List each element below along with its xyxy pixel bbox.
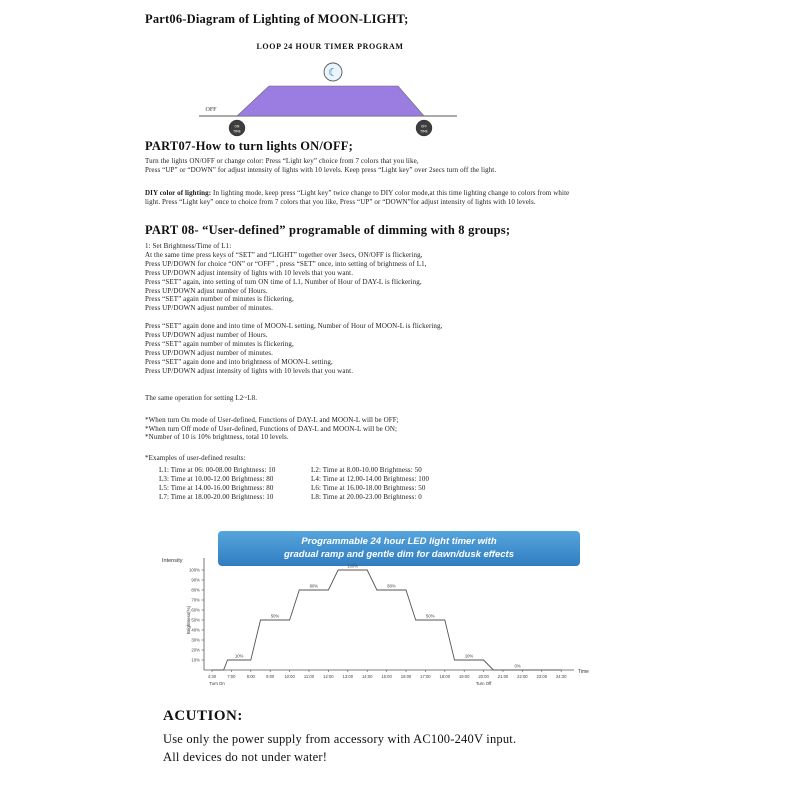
diy-lead: DIY color of lighting: xyxy=(145,189,212,197)
off-time-badge-line2: TIME xyxy=(420,129,428,134)
examples-title: *Examples of user-defined results: xyxy=(145,454,246,463)
timer-chart xyxy=(138,550,618,700)
banner-line-1: Programmable 24 hour LED light timer with xyxy=(301,536,497,547)
note-line: *When turn On mode of User-defined, Functions of DAY-L and MOON-L will be OFF; xyxy=(145,415,399,424)
part08-heading: PART 08- “User-defined” programable of dimming with 8 groups; xyxy=(145,223,511,237)
x-tick-label: 8:00 xyxy=(246,674,255,679)
instruction-line: Press UP/DOWN adjust intensity of lights with 10 levels that you want. xyxy=(145,366,354,375)
timer-trapezoid xyxy=(237,86,424,116)
x-tick-label: 15:00 xyxy=(381,674,392,679)
x-tick-label: 17:00 xyxy=(420,674,431,679)
part08-instructions xyxy=(145,242,690,502)
y-tick-label: 20% xyxy=(191,647,200,653)
on-time-badge xyxy=(229,120,245,136)
off-time-badge-line1: OFF xyxy=(420,124,428,129)
example-item: L5: Time at 14.00-16.00 Brightness: 80 xyxy=(159,484,274,493)
part08-block1 xyxy=(145,242,690,313)
banner-line-2: gradual ramp and gentle dim for dawn/dusk effects xyxy=(284,548,514,560)
example-row xyxy=(159,466,690,475)
x-tick-label: 9:00 xyxy=(266,674,275,679)
diy-line-1 xyxy=(145,189,685,198)
y-tick-label: 70% xyxy=(191,597,200,603)
y-tick-label: 90% xyxy=(191,577,200,583)
diy-lead-rest: In lighting mode, keep press “Light key” twice change to DIY color mode,at this time lighting change to colors from white xyxy=(211,189,570,197)
instruction-line: Press “SET” again number of minutes is flickering, xyxy=(145,295,294,304)
y-tick-label: 30% xyxy=(191,637,200,643)
step-label: 100% xyxy=(347,563,359,569)
instruction-line: At the same time press keys of “SET” and “LIGHT” together over 3secs, ON/OFF is flickering, xyxy=(145,250,423,259)
loop-timer-title: LOOP 24 HOUR TIMER PROGRAM xyxy=(256,42,404,51)
x-tick-label: 22:00 xyxy=(517,674,528,679)
instruction-line: 1: Set Brightness/Time of L1: xyxy=(145,242,232,250)
x-tick-label: 18:00 xyxy=(439,674,451,679)
note-line: *When turn Off mode of User-defined, Functions of DAY-L and MOON-L will be ON; xyxy=(145,424,398,433)
part07-heading: PART07-How to turn lights ON/OFF; xyxy=(145,139,354,153)
step-label: 10% xyxy=(234,653,244,659)
example-item: L3: Time at 10.00-12.00 Brightness: 80 xyxy=(159,475,274,484)
on-time-badge-line2: TIME xyxy=(233,129,241,134)
intensity-label: Intensity xyxy=(162,558,183,564)
x-tick-label: 23:00 xyxy=(536,674,548,679)
example-row xyxy=(159,493,690,502)
caution-section xyxy=(163,708,516,766)
instruction-line: Press UP/DOWN adjust number of minutes. xyxy=(145,304,273,313)
example-row xyxy=(159,484,690,493)
instruction-line: Press “SET” again done and into brightness of MOON-L setting, xyxy=(145,357,333,366)
instruction-line: Press UP/DOWN adjust intensity of lights with 10 levels that you want. xyxy=(145,268,354,277)
x-tick-label: 19:00 xyxy=(458,674,470,679)
y-tick-label: 40% xyxy=(191,627,200,633)
instruction-line: Press “SET” again done and into time of MOON-L setting, Number of Hour of MOON-L is flickering, xyxy=(145,322,443,331)
x-tick-label: 11:00 xyxy=(303,674,315,679)
x-tick-label: 13:00 xyxy=(342,674,354,679)
on-time-badge-line1: ON xyxy=(234,124,240,129)
instruction-line: Press UP/DOWN adjust number of Hours. xyxy=(145,331,268,340)
step-label: 10% xyxy=(464,653,474,659)
caution-lines xyxy=(163,731,516,766)
y-tick-label: 60% xyxy=(191,607,200,613)
step-label: 50% xyxy=(270,613,280,619)
example-item: L4: Time at 12.00-14.00 Brightness: 100 xyxy=(311,475,430,484)
x-tick-label: 12:00 xyxy=(323,674,334,679)
example-row xyxy=(159,475,690,484)
instruction-line: Press UP/DOWN adjust number of minutes. xyxy=(145,348,273,357)
x-tick-label: 16:00 xyxy=(400,674,412,679)
step-label: 80% xyxy=(387,583,396,589)
examples-list xyxy=(145,466,690,502)
turn-off-label: Turn Off xyxy=(475,681,492,686)
instruction-line: Press UP/DOWN for choice “ON” or “OFF” , press “SET” once, into setting of brightness of L1, xyxy=(145,259,427,268)
x-tick-label: 14:00 xyxy=(361,674,373,679)
instruction-line: Press “SET” again number of minutes is flickering, xyxy=(145,340,294,349)
x-tick-label: 7:00 xyxy=(227,674,236,679)
x-axis-title: Time xyxy=(578,669,589,675)
y-tick-label: 80% xyxy=(191,587,200,593)
part06-heading: Part06-Diagram of Lighting of MOON-LIGHT; xyxy=(145,12,409,26)
x-tick-label: 4:30 xyxy=(207,674,217,679)
caution-line: All devices do not under water! xyxy=(163,749,328,764)
diy-line-2: light. Press “Light key” once to choice from 7 colors that you like, Press “UP” or “DOWN”for adjust intensity of lights with 10 levels. xyxy=(145,197,536,206)
part08-block2 xyxy=(145,322,690,375)
note-line: *Number of 10 is 10% brightness, total 10 levels. xyxy=(145,433,289,442)
caution-heading: ACUTION: xyxy=(163,708,243,724)
y-tick-label: 10% xyxy=(191,657,200,663)
instruction-line: Turn the lights ON/OFF or change color: Press “Light key” choice from 7 colors that you like, xyxy=(145,157,419,165)
instruction-line: Press “SET” again, into setting of turn ON time of L1, Number of Hour of DAY-L is flickering, xyxy=(145,277,422,286)
example-item: L8: Time at 20.00-23.00 Brightness: 0 xyxy=(311,492,422,501)
x-tick-label: 10:00 xyxy=(284,674,295,679)
off-time-badge xyxy=(416,120,432,136)
y-axis-title: Brightness(%) xyxy=(186,605,191,635)
part07-instructions xyxy=(145,157,685,175)
x-tick-label: 21:00 xyxy=(497,674,509,679)
y-tick-label: 100% xyxy=(189,567,200,573)
step-label: 80% xyxy=(309,583,319,589)
off-label: OFF xyxy=(205,107,217,113)
step-label: 0% xyxy=(514,663,521,669)
instruction-line: Press UP/DOWN adjust number of Hours. xyxy=(145,286,268,295)
y-tick-label: 50% xyxy=(191,617,200,623)
example-item: L7: Time at 18.00-20.00 Brightness: 10 xyxy=(159,492,274,501)
step-label: 50% xyxy=(426,613,435,619)
instruction-line: Press “UP” or “DOWN” for adjust intensity of lights with 10 levels. Keep press “Light key” over 2secs turn off the light. xyxy=(145,165,497,174)
moon-light-timer-diagram xyxy=(185,53,475,143)
diy-color-paragraph xyxy=(145,189,685,207)
part08-notes xyxy=(145,416,690,443)
same-operation-note: The same operation for setting L2~L8. xyxy=(145,393,258,402)
caution-line: Use only the power supply from accessory with AC100-240V input. xyxy=(163,732,517,746)
example-item: L2: Time at 8.00-10.00 Brightness: 50 xyxy=(311,466,422,475)
x-tick-label: 20:00 xyxy=(478,674,489,679)
turn-on-label: Turn On xyxy=(209,681,225,686)
example-item: L1: Time at 06: 00-08.00 Brightness: 10 xyxy=(159,466,276,475)
moon-icon: ☾ xyxy=(328,66,338,79)
x-tick-label: 24:30 xyxy=(555,674,567,679)
example-item: L6: Time at 16.00-18.00 Brightness: 50 xyxy=(311,484,426,493)
